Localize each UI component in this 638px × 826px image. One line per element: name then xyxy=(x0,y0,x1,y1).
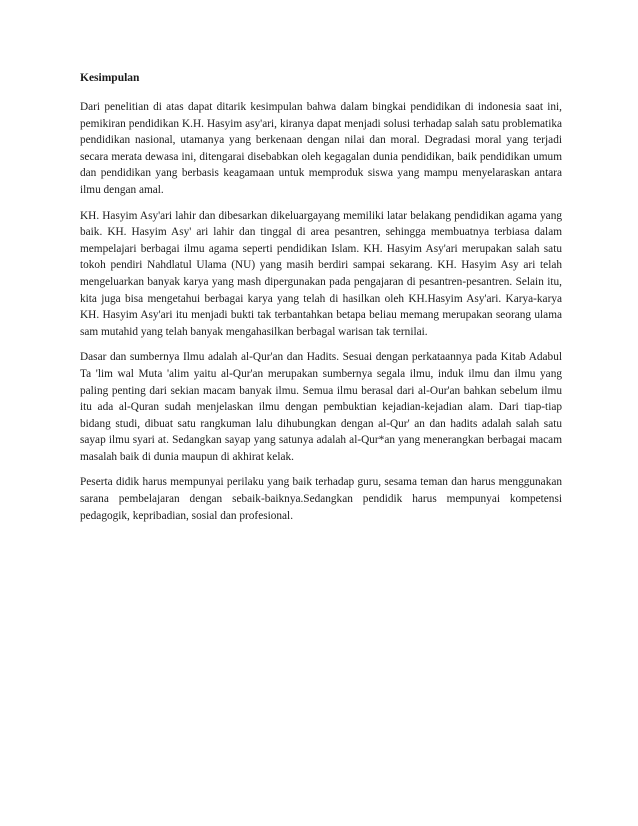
document-body xyxy=(80,71,562,533)
paragraph-1: Dari penelitian di atas dapat ditarik kesimpulan bahwa dalam bingkai pendidikan di indonesia saat ini, pemikiran pendidikan K.H. Hasyim asy'ari, kiranya dapat menjadi solusi terhadap salah satu problematika pendidikan nasional, utamanya yang berkenaan dengan nilai dan moral. Degradasi moral yang terjadi secara merata dewasa ini, ditengarai disebabkan oleh kegagalan dunia pendidikan, baik pendidikan umum dan pendidikan yang berbasis keagamaan untuk memproduk siswa yang mampu menyelaraskan antara ilmu dengan amal. xyxy=(80,101,562,196)
section-heading: Kesimpulan xyxy=(80,72,140,84)
paragraph-4: Peserta didik harus mempunyai perilaku yang baik terhadap guru, sesama teman dan harus menggunakan sarana pembelajaran dengan sebaik-baiknya.Sedangkan pendidik harus mempunyai kompetensi pedagogik, kepribadian, sosial dan profesional. xyxy=(80,476,562,522)
paragraph-2: KH. Hasyim Asy'ari lahir dan dibesarkan dikeluargayang memiliki latar belakang pendidikan agama yang baik. KH. Hasyim Asy' ari lahir dan tinggal di area pesantren, sehingga membuatnya terbiasa dalam mempelajari berbagai ilmu agama seperti pendidikan Islam. KH. Hasyim Asy'ari merupakan salah satu tokoh pendiri Nahdlatul Ulama (NU) yang masih berdiri sampai sekarang. KH. Hasyim Asy ari telah mengeluarkan banyak karya yang mash dipergunakan pada pengajaran di pesantren-pesantren. Selain itu, kita juga bisa mengetahui berbagai karya yang telah di hasilkan oleh KH.Hasyim Asy'ari. Karya-karya KH. Hasyim Asy'ari itu menjadi bukti tak terbantahkan betapa beliau memang merupakan seorang ulama sam mutahid yang telah banyak mengahasilkan berbagal warisan tak ternilai. xyxy=(80,209,562,338)
paragraph-3: Dasar dan sumbernya Ilmu adalah al-Qur'an dan Hadits. Sesuai dengan perkataannya pada Kitab Adabul Ta 'lim wal Muta 'alim yaitu al-Qur'an merupakan sumbernya segala ilmu, induk ilmu dan ilmu yang paling penting dari sekian macam banyak ilmu. Semua ilmu berasal dari al-Our'an bahkan sebelum ilmu itu ada al-Quran sudah menjelaskan ilmu dengan pembuktian kejadian-kejadian alam. Dari tiap-tiap bidang studi, dibuat satu rangkuman lalu dihubungkan dengan al-Qur' an dan hadits adalah salah satu sayap ilmu syari at. Sedangkan sayap yang satunya adalah al-Qur*an yang menerangkan berbagai macam masalah baik di dunia maupun di akhirat kelak. xyxy=(80,351,562,463)
